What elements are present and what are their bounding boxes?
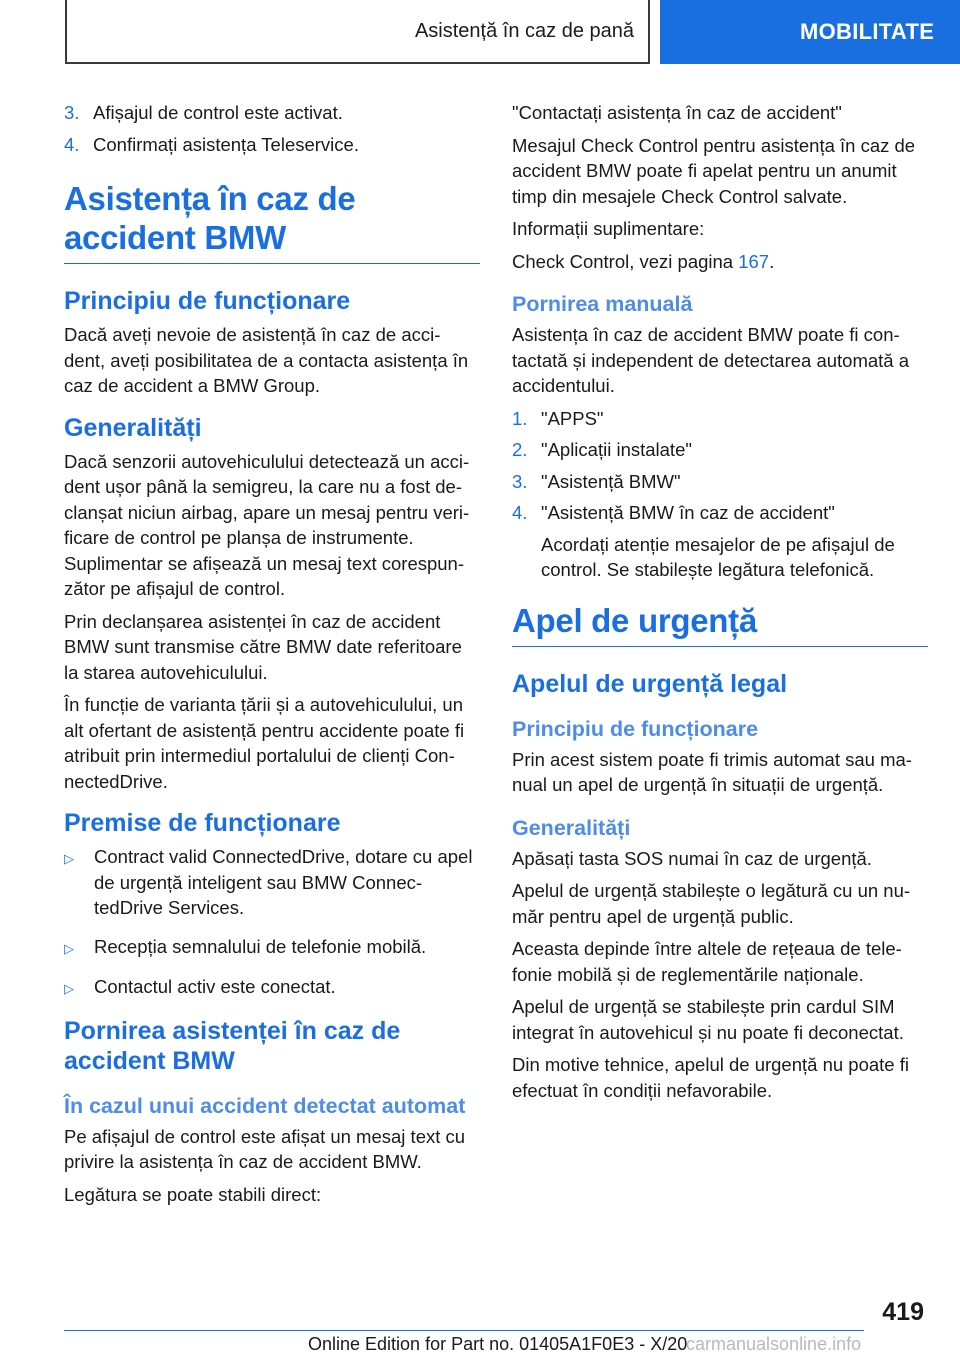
page-number: 419	[882, 1298, 924, 1326]
header-section-title: Asistență în caz de pană	[414, 19, 634, 42]
cross-reference	[512, 249, 928, 275]
step-number: 4.	[64, 133, 80, 155]
paragraph: Mesajul Check Control pentru asistența în caz de accident BMW poate fi apelat pentru un anumit timp din mesajele Check Control salvate.	[512, 134, 916, 207]
step-number: 3.	[64, 102, 80, 123]
paragraph: Legătura se poate stabili direct:	[64, 1183, 322, 1205]
section-heading-accident-assistance: Asistența în caz de accident BMW	[64, 179, 480, 264]
paragraph: Dacă aveți nevoie de asistență în caz de acci-dent, aveți posibilitatea de a contacta asistența în caz de accident a BMW Group.	[64, 324, 469, 396]
heading-manual-start: Pornirea manuală	[512, 292, 693, 316]
paragraph: În funcție de varianta țării și a autovehiculului, un alt ofertant de asistență pentru accidente poate fi atribuit prin intermediul portalului de clienți Con-nectedDrive.	[64, 694, 465, 792]
step-text: Confirmați asistența Teleservice.	[93, 133, 359, 155]
cross-reference-suffix: .	[769, 250, 775, 272]
header-section-tab	[65, 0, 650, 64]
manual-step-list	[512, 406, 928, 583]
paragraph: Asistența în caz de accident BMW poate fi con-tactată și independent de detectarea automată a accidentului.	[512, 324, 910, 396]
header-chapter-tab	[660, 0, 960, 64]
paragraph: Dacă senzorii autovehiculului detectează un acci-dent ușor până la semigreu, la care nu a fost de-clanșat niciun airbag, apare un mesaj pentru veri-ficare de control pe planșa de instrumente. Suplimentar se afișează un mesaj text corespun-zător pe afișajul de control.	[64, 450, 470, 599]
paragraph: Apăsați tasta SOS numai în caz de urgență.	[512, 847, 872, 869]
step-number: 3.	[512, 470, 528, 492]
triangle-bullet-icon: ▷	[64, 940, 74, 956]
step-text: "Asistență BMW"	[541, 470, 681, 492]
list-item	[512, 437, 928, 463]
premise-list	[64, 844, 480, 1002]
list-item	[64, 934, 480, 962]
right-column	[512, 100, 928, 1110]
list-item-text: Recepția semnalului de telefonie mobilă.	[94, 935, 427, 957]
list-item	[64, 844, 480, 921]
paragraph: Prin acest sistem poate fi trimis automat sau ma-nual un apel de urgență în situații de urgență.	[512, 748, 912, 795]
paragraph: Pe afișajul de control este afișat un mesaj text cu privire la asistența în caz de accident BMW.	[64, 1125, 466, 1172]
paragraph: Informații suplimentare:	[512, 218, 705, 239]
paragraph: Apelul de urgență stabilește o legătură cu un nu-măr pentru apel de urgență public.	[512, 880, 911, 927]
paragraph: Din motive tehnice, apelul de urgență nu poate fi efectuat în condiții nefavorabile.	[512, 1054, 909, 1101]
section-heading-emergency-call: Apel de urgență	[512, 601, 928, 647]
paragraph: Aceasta depinde între altele de rețeaua de tele-fonie mobilă și de reglementările naționale.	[512, 938, 902, 985]
heading-general: Generalități	[64, 413, 202, 442]
list-item	[512, 469, 928, 495]
footer-edition: Online Edition for Part no. 01405A1F0E3 - X/20	[308, 1334, 688, 1354]
triangle-bullet-icon: ▷	[64, 981, 74, 996]
cross-reference-prefix: Check Control, vezi pagina	[512, 250, 734, 272]
step-number: 1.	[512, 407, 528, 429]
step-body	[541, 500, 928, 583]
list-item	[512, 500, 928, 583]
step-text: "Aplicații instalate"	[541, 439, 692, 460]
paragraph: Apelul de urgență se stabilește prin cardul SIM integrat în autovehicul și nu poate fi deconectat.	[512, 996, 904, 1043]
step-text: "APPS"	[541, 407, 604, 429]
list-item	[64, 100, 480, 126]
heading-detected-accident: În cazul unui accident detectat automat	[64, 1093, 466, 1118]
list-item-text: Contactul activ este conectat.	[94, 976, 336, 997]
step-list	[64, 100, 480, 157]
list-item	[512, 406, 928, 432]
step-number: 4.	[512, 502, 528, 523]
heading-principle: Principiu de funcționare	[64, 287, 351, 315]
footer-watermark: carmanualsonline.info	[686, 1334, 862, 1354]
heading-premise: Premise de funcționare	[64, 809, 341, 837]
left-column	[64, 100, 480, 1214]
step-text: "Asistență BMW în caz de accident"	[541, 502, 835, 523]
step-number: 2.	[512, 439, 528, 460]
step-text: Afișajul de control este activat.	[93, 102, 343, 123]
page-link[interactable]: 167	[738, 250, 770, 272]
list-item	[64, 132, 480, 158]
step-subtext: Acordați atenție mesajelor de pe afișajul de control. Se stabilește legătura telefonică.	[541, 533, 895, 580]
footer-divider	[64, 1330, 864, 1331]
list-item-text: Contract valid ConnectedDrive, dotare cu apel de urgență inteligent sau BMW Connec-tedDrive Services.	[94, 846, 473, 918]
heading-principle: Principiu de funcționare	[512, 716, 759, 741]
heading-legal-emergency: Apelul de urgență legal	[512, 669, 788, 698]
list-item	[64, 974, 480, 1002]
header-chapter-title: MOBILITATE	[800, 19, 935, 44]
heading-general: Generalități	[512, 815, 631, 840]
heading-start-assistance: Pornirea asistenței în caz de accident BMW	[64, 1016, 401, 1075]
paragraph: "Contactați asistența în caz de accident"	[512, 102, 842, 123]
triangle-bullet-icon: ▷	[64, 851, 74, 866]
paragraph: Prin declanșarea asistenței în caz de accident BMW sunt transmise către BMW date referitoare la starea autovehiculului.	[64, 610, 462, 683]
